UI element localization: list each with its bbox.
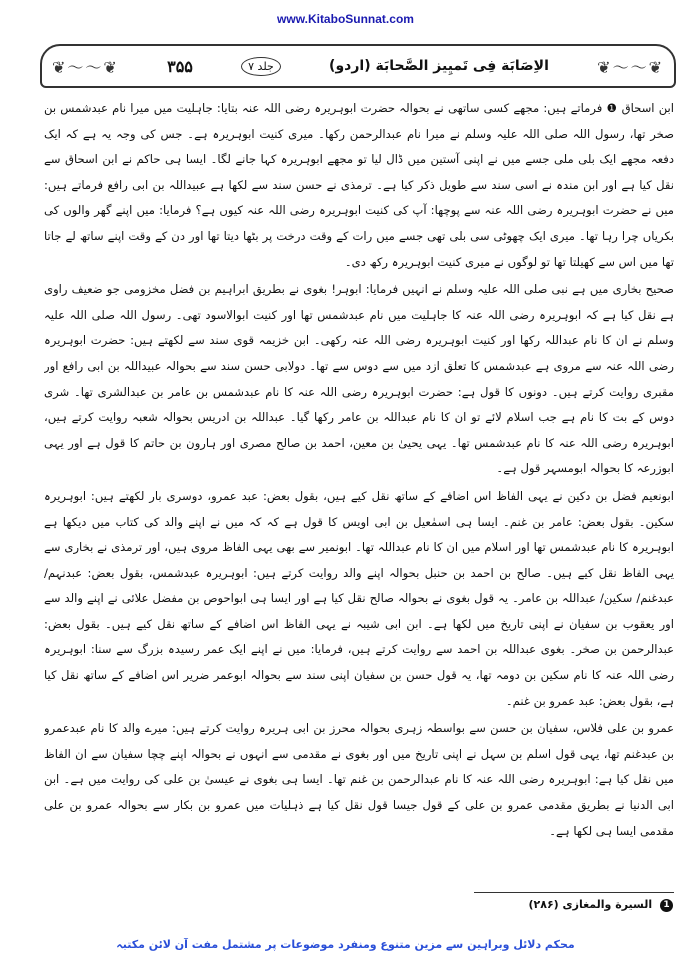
book-title: الاِصَابَة فِی تَمیِیز الصَّحابَة (اردو): [329, 58, 549, 74]
footnote: [528, 898, 673, 912]
footnote-divider: [474, 892, 674, 893]
site-url[interactable]: www.KitaboSunnat.com: [277, 12, 414, 26]
header-ornament-right: ❦〜〜❦: [597, 57, 664, 77]
footnote-marker: 1: [660, 899, 673, 912]
body-text: [44, 96, 674, 881]
bottom-banner[interactable]: محکم دلائل وبراہین سے مزین متنوع ومنفرد موضوعات پر مشتمل مفت آن لائن مکتبہ: [116, 938, 575, 951]
footnote-text: السیرة والمغازی (۲۸۶): [528, 898, 653, 911]
page-number: ۳۵۵: [167, 56, 193, 76]
header-ornament-left: ❦〜〜❦: [52, 57, 119, 77]
paragraph-4: عمرو بن علی فلاس، سفیان بن حسن سے بواسطہ زہری بحوالہ محرز بن ابی ہریرہ روایت کرتے ہیں: میرے والد کا نام عبدعمرو بن عبدغنم تھا، یہی قول اسلم بن سہل نے اپنی تاریخ میں اور بغوی نے مقدمی سے انہوں نے بحوالہ اپنے چچا سفیان سے ان الفاظ میں نقل کیا ہے: ابوہریرہ رضی اللہ عنہ کا نام عبدالرحمن بن غنم تھا۔ ایسا ہی بغوی نے عیسیٰ بن علی کی روایت میں ہے۔ ابن ابی الدنیا نے بطریق مقدمی عمرو بن علی کے قول جیسا قول نقل کیا ہے ذہلیات میں عمرو بن بکار سے بحوالہ عمرو بن علی مقدمی ایسا ہی لکھا ہے۔: [44, 721, 674, 838]
page-header: [40, 44, 676, 88]
paragraph-1: ابن اسحاق ❶ فرماتے ہیں: مجھے کسی ساتھی نے بحوالہ حضرت ابوہریرہ رضی اللہ عنہ بتایا: جاہلیت میں میرا نام عبدشمس بن صخر تھا، رسول اللہ صلی اللہ علیہ وسلم نے میرا نام عبدالرحمن رکھا۔ میری کنیت ابوہریرہ ہے۔ جس کی وجہ یہ ہے کہ ایک دفعہ مجھے ایک بلی ملی جسے میں نے اپنی آستین میں ڈال لیا تو مجھے ابوہریرہ کہا جانے لگا۔ ایسا ہی حاکم نے ابن اسحاق سے نقل کیا ہے اور ابن مندہ نے اسی سند سے طویل ذکر کیا ہے۔ ترمذی نے حسن سند سے لکھا ہے عبیداللہ بن ابی رافع فرماتے ہیں: میں نے حضرت ابوہریرہ رضی اللہ عنہ سے پوچھا: آپ کی کنیت ابوہریرہ رضی اللہ عنہ کیوں ہے؟ فرمایا: میں اپنے گھر والوں کی بکریاں چرا رہا تھا۔ میری ایک چھوٹی سی بلی تھی جسے میں رات کے وقت درخت پر بٹھا دیتا تھا اور دن کے وقت اپنے ساتھ لے جاتا تھا میں اس سے کھیلتا تھا تو لوگوں نے میری کنیت ابوہریرہ رکھ دی۔: [44, 101, 674, 269]
paragraph-3: ابونعیم فضل بن دکین نے یہی الفاظ اس اضافے کے ساتھ نقل کیے ہیں، بقول بعض: عبد عمرو، دوسری بار لکھتے ہیں: ابوہریرہ سکین۔ بقول بعض: عامر بن غنم۔ ایسا ہی اسمٰعیل بن ابی اویس کا قول ہے کہ کہ میں نے اپنے والد کی کتاب میں دیکھا ہے ابوہریرہ کا نام عبدشمس تھا اور اسلام میں ان کا نام عبداللہ تھا۔ ابونمیر سے بھی یہی الفاظ مروی ہیں، اور ترمذی نے بخاری سے یہی الفاظ نقل کیے ہیں۔ صالح بن احمد بن حنبل بحوالہ اپنے والد روایت کرتے ہیں: ابوہریرہ عبدشمس، بقول بعض: عبدنہم/ عبدغنم/ سکین/ عبداللہ بن عامر۔ یہ قول بغوی نے بحوالہ صالح نقل کیا ہے اور ایسا ہی ابواحوص بن مفضل علائی نے اپنے والد سے اور یعقوب بن سفیان نے اپنی تاریخ میں لکھا ہے۔ ابن ابی شیبہ نے یہی الفاظ اس اضافے کے ساتھ نقل کیے ہیں۔ بقول بعض: عبدالرحمن بن صخر۔ بغوی عبداللہ بن احمد سے روایت کرتے ہیں، فرمایا: میں نے اپنے ایک عمر رسیدہ بزرگ سے سنا: ابوہریرہ رضی اللہ عنہ کا نام سکین بن دومہ تھا، یہ قول حسن بن سفیان اپنی سند سے بحوالہ ابوعمر ضریر اس اضافے کے ساتھ نقل کیا ہے، بقول بعض: عبد عمرو بن غنم۔: [44, 488, 674, 708]
volume-badge: جلد ۷: [241, 57, 281, 76]
paragraph-2: صحیح بخاری میں ہے نبی صلی اللہ علیہ وسلم نے انہیں فرمایا: ابوہر! بغوی نے بطریق ابراہیم بن فضل مخزومی جو ضعیف راوی ہے نقل کیا ہے کہ ابوہریرہ رضی اللہ عنہ کا جاہلیت میں نام عبدشمس تھا اور کنیت ابوالاسود تھی۔ رسول اللہ صلی اللہ علیہ وسلم نے ان کا نام عبداللہ رکھا اور کنیت ابوہریرہ رضی اللہ عنہ رکھی۔ ابن خزیمہ قوی سند سے لکھتے ہیں: حضرت ابوہریرہ رضی اللہ عنہ سے مروی ہے عبدشمس کا تعلق ازد میں سے دوس سے تھا۔ دولابی حسن سند سے بحوالہ عبیداللہ بن ابی رافع اور مقبری روایت کرتے ہیں۔ دونوں کا قول ہے: حضرت ابوہریرہ رضی اللہ عنہ کا نام عبدشمس بن عامر بن عبدالشری تھا۔ شری دوس کے بت کا نام ہے جب اسلام لائے تو ان کا نام عبداللہ بن عامر رکھا گیا۔ عبداللہ بن ادریس بحوالہ شعبہ روایت کرتے ہیں، ابوہریرہ رضی اللہ عنہ کا نام عبدشمس تھا۔ یہی یحییٰ بن معین، احمد بن صالح مصری اور ہارون بن حاتم کا قول ہے اور یہی ابوزرعہ کا بحوالہ ابومسہر قول ہے۔: [44, 282, 674, 476]
